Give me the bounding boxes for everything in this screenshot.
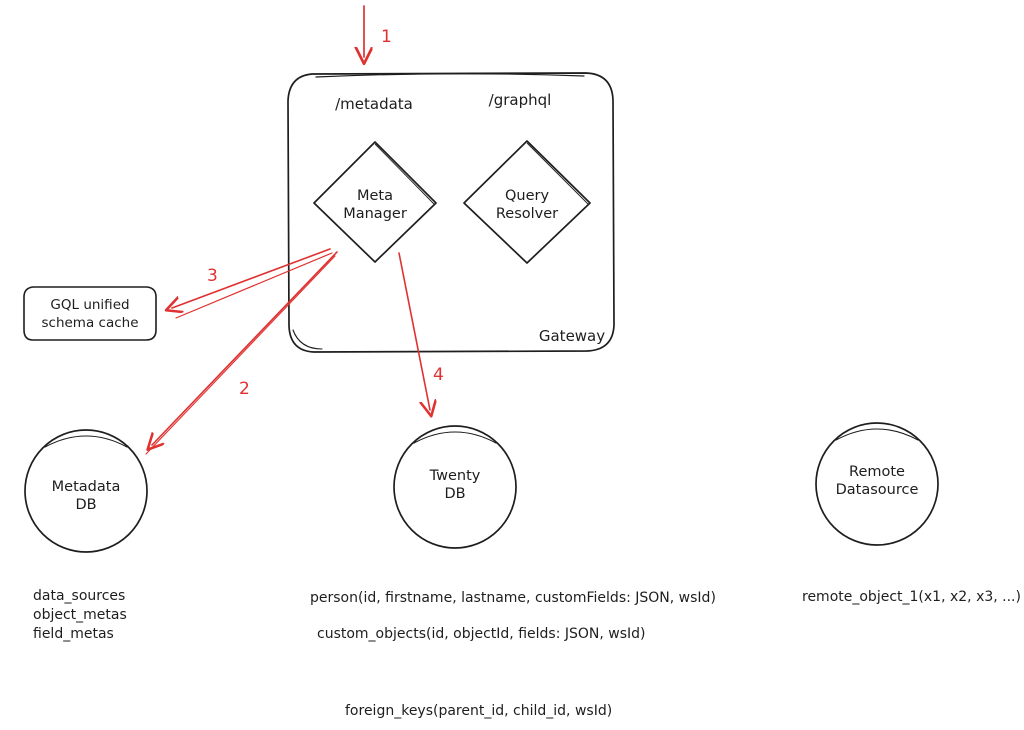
remote-datasource-label-line1: Remote bbox=[849, 464, 905, 480]
twenty-db-label-line1: Twenty bbox=[429, 468, 481, 484]
port-metadata-label: /metadata bbox=[335, 95, 413, 113]
metadata-schema-line-3: field_metas bbox=[33, 626, 114, 642]
metadata-db-label-line1: Metadata bbox=[51, 479, 121, 495]
remote-schema-line-1: remote_object_1(x1, x2, x3, ...) bbox=[802, 589, 1021, 605]
arrow-3-label: 3 bbox=[207, 266, 218, 286]
arrow-2-label: 2 bbox=[239, 379, 250, 399]
arrow-4 bbox=[399, 253, 430, 410]
query-resolver-label-line1: Query bbox=[504, 188, 550, 204]
gql-cache-label-line1: GQL unified bbox=[50, 297, 130, 313]
port-graphql-label: /graphql bbox=[488, 91, 552, 109]
query-resolver-label-line2: Resolver bbox=[495, 206, 559, 222]
twenty-schema-line-1: person(id, firstname, lastname, customFields: JSON, wsId) bbox=[310, 590, 716, 606]
metadata-schema-line-2: object_metas bbox=[33, 607, 127, 623]
meta-manager-label-line2: Manager bbox=[343, 206, 407, 222]
meta-manager-label-line1: Meta bbox=[356, 188, 394, 204]
arrow-4-label: 4 bbox=[433, 365, 444, 385]
arrow-1-label: 1 bbox=[381, 27, 392, 47]
twenty-db-label-line2: DB bbox=[444, 486, 466, 502]
shared-schema-line-1: foreign_keys(parent_id, child_id, wsId) bbox=[345, 703, 613, 719]
gateway-container bbox=[288, 73, 614, 352]
remote-datasource-label-line2: Datasource bbox=[835, 482, 919, 498]
gateway-label: Gateway bbox=[538, 327, 606, 345]
gql-cache-label-line2: schema cache bbox=[41, 315, 139, 331]
twenty-schema-line-2: custom_objects(id, objectId, fields: JSON, wsId) bbox=[317, 626, 646, 642]
metadata-db-label-line2: DB bbox=[75, 497, 97, 513]
metadata-schema-line-1: data_sources bbox=[33, 588, 126, 604]
